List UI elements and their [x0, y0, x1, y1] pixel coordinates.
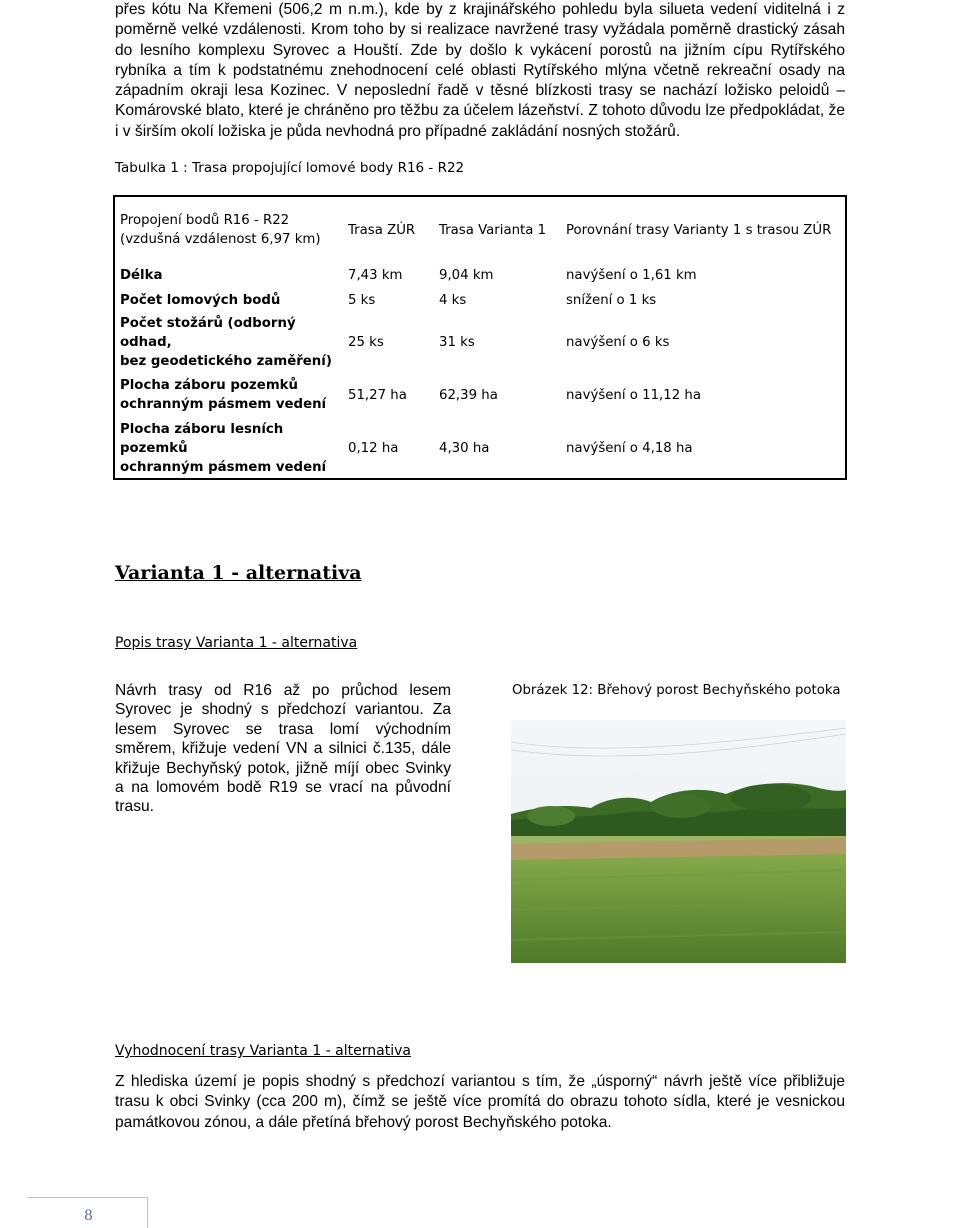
row-var1: 4,30 ha	[439, 441, 490, 456]
row-label-line: Plocha záboru pozemků	[120, 378, 298, 393]
header-zur: Trasa ZÚR	[348, 222, 416, 238]
row-label	[114, 419, 348, 479]
evaluation-paragraph: Z hlediska území je popis shodný s předchozí variantou s tím, že „úsporný“ návrh ještě více přibližuje trasu k obci Svinky (cca 200 m), čímž se ještě více promítá do obrazu tohoto sídla, které je vesnickou památkovou zónou, a dále přetíná břehový porost Bechyňského potoka.	[115, 1073, 845, 1131]
section-heading: Varianta 1 - alternativa	[115, 562, 362, 584]
row-label: Počet lomových bodů	[120, 293, 281, 308]
header-var1: Trasa Varianta 1	[439, 222, 547, 238]
row-label-line: bez geodetického zaměření)	[120, 353, 332, 369]
row-compare: navýšení o 11,12 ha	[566, 387, 702, 403]
row-label	[114, 313, 348, 371]
row-compare: navýšení o 4,18 ha	[566, 441, 693, 456]
subheading-description: Popis trasy Varianta 1 - alternativa	[115, 635, 358, 651]
row-zur: 5 ks	[348, 293, 376, 308]
row-var1: 4 ks	[439, 293, 467, 308]
page-number: 8	[84, 1208, 93, 1224]
row-zur: 0,12 ha	[348, 441, 399, 456]
description-paragraph: Návrh trasy od R16 až po průchod lesem Syrovec je shodný s předchozí variantou. Za lesem Syrovec se trasa lomí východním směrem, křižuje vedení VN a silnici č.135, dále křižuje Bechyňský potok, jižně míjí obec Svinky a na lomovém bodě R19 se vrací na původní trasu.	[115, 682, 451, 816]
row-compare: snížení o 1 ks	[566, 293, 657, 308]
row-label-line: ochranným pásmem vedení	[120, 397, 327, 412]
table-row	[114, 288, 846, 313]
header-connection-distance: (vzdušná vzdálenost 6,97 km)	[120, 232, 321, 247]
row-zur: 7,43 km	[348, 268, 403, 283]
top-paragraph: přes kótu Na Křemeni (506,2 m n.m.), kde by z krajinářského pohledu byla silueta vedení viditelná i z poměrně velké vzdálenosti. Krom toho by si realizace navržené trasy vyžádala poměrně drastický zásah do lesního komplexu Syrovec a Houští. Zde by došlo k vykácení porostů na jižním cípu Rytířského rybníka a tím k podstatnému znehodnocení celé oblasti Rytířského mlýna včetně rekreační osady na západním okraji lesa Kozinec. V neposlední řadě v těsné blízkosti trasy se nachází ložisko peloidů – Komárovské blato, které je chráněno pro těžbu za účelem lázeňství. Z tohoto důvodu lze předpokládat, že i v širším okolí ložiska je půda nevhodná pro případné zakládání nosných stožárů.	[115, 1, 845, 140]
figure-caption: Obrázek 12: Břehový porost Bechyňského potoka	[512, 683, 841, 698]
row-var1: 62,39 ha	[439, 387, 498, 403]
header-connection-title: Propojení bodů R16 - R22	[120, 213, 290, 228]
row-var1: 31 ks	[439, 334, 475, 350]
table-header-row	[114, 196, 846, 263]
table-row	[114, 313, 846, 371]
header-connection	[114, 196, 348, 263]
row-compare: navýšení o 1,61 km	[566, 268, 697, 283]
row-label: Délka	[120, 268, 163, 283]
table-row	[114, 419, 846, 479]
row-label-line: Počet stožárů (odborný odhad,	[120, 315, 296, 350]
table-row	[114, 263, 846, 288]
table-row	[114, 371, 846, 419]
row-compare: navýšení o 6 ks	[566, 334, 670, 350]
row-zur: 25 ks	[348, 334, 384, 350]
row-label-line: Plocha záboru lesních pozemků	[120, 422, 284, 456]
row-label	[114, 371, 348, 419]
row-zur: 51,27 ha	[348, 387, 407, 403]
photo-stream-bank	[511, 720, 846, 963]
comparison-table	[113, 195, 847, 480]
subheading-evaluation: Vyhodnocení trasy Varianta 1 - alternativa	[115, 1043, 411, 1059]
row-label-line: ochranným pásmem vedení	[120, 460, 327, 475]
row-var1: 9,04 km	[439, 268, 494, 283]
landscape-photo	[511, 720, 846, 963]
header-compare: Porovnání trasy Varianty 1 s trasou ZÚR	[566, 222, 832, 238]
table-caption: Tabulka 1 : Trasa propojující lomové body R16 - R22	[115, 160, 465, 176]
